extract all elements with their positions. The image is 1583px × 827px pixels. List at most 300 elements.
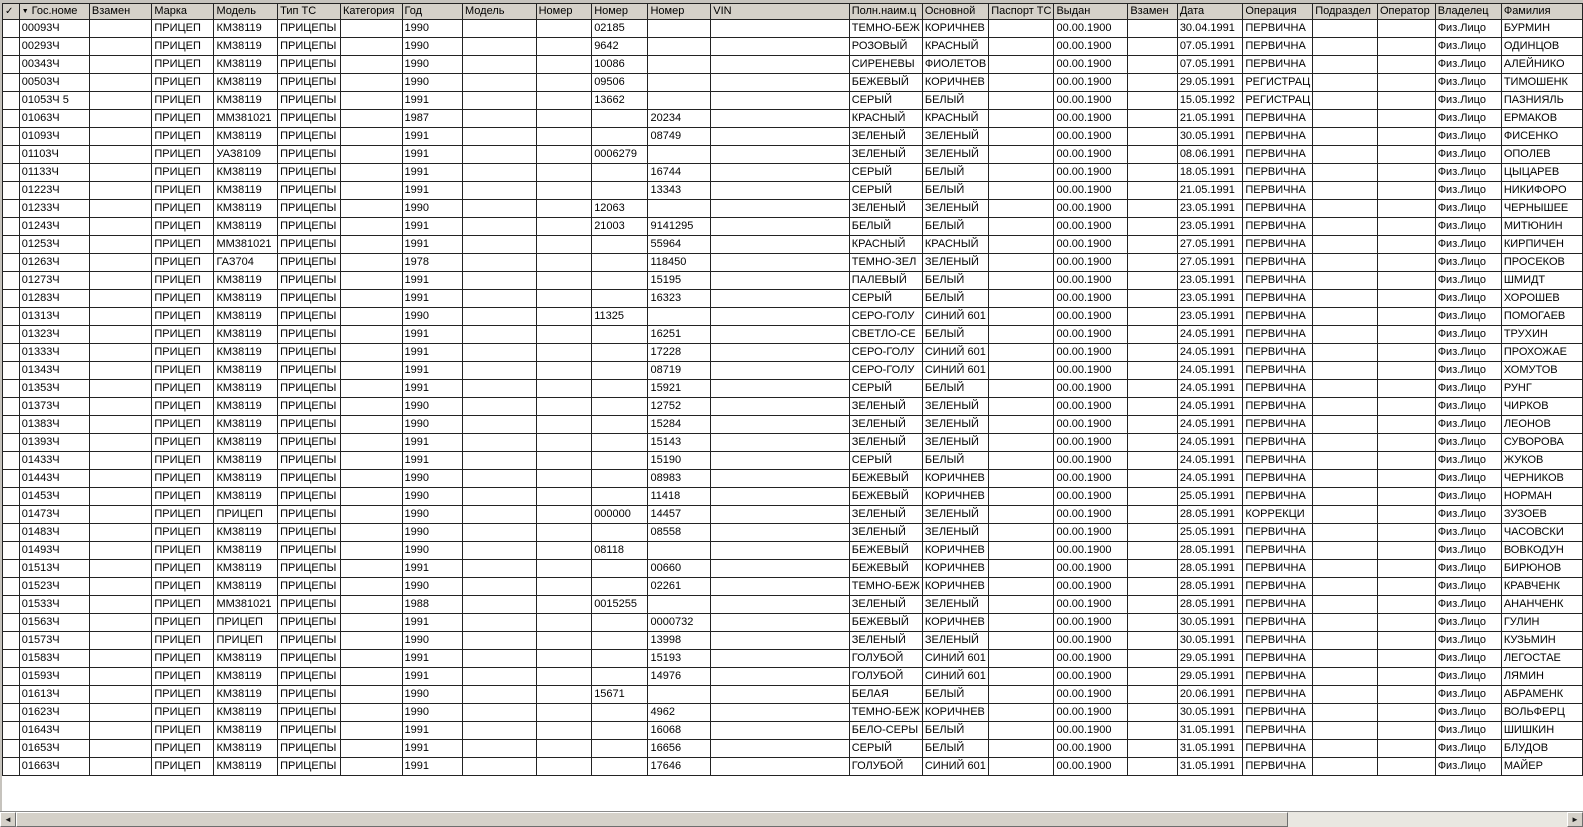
cell-nomer_shassi[interactable] (592, 632, 648, 650)
cell-tip_ts[interactable]: ПРИЦЕПЫ (278, 290, 341, 308)
cell-vzamen2[interactable] (1128, 290, 1177, 308)
cell-poln_naim_cveta[interactable]: БЕЖЕВЫЙ (849, 542, 922, 560)
cell-vzamen1[interactable] (89, 524, 151, 542)
cell-osnovnoy[interactable]: КОРИЧНЕВ (922, 704, 988, 722)
cell-vydan[interactable]: 00.00.1900 (1054, 272, 1128, 290)
cell-vzamen2[interactable] (1128, 758, 1177, 776)
cell-vydan[interactable]: 00.00.1900 (1054, 578, 1128, 596)
cell-podrazdelenie[interactable] (1313, 632, 1378, 650)
cell-tip_ts[interactable]: ПРИЦЕПЫ (278, 758, 341, 776)
cell-nomer_kuzova[interactable]: 15195 (648, 272, 711, 290)
cell-nomer_dvig[interactable] (536, 686, 592, 704)
cell-poln_naim_cveta[interactable]: БЕЛО-СЕРЫ (849, 722, 922, 740)
cell-vin[interactable] (711, 92, 849, 110)
cell-marka[interactable]: ПРИЦЕП (152, 326, 214, 344)
cell-model[interactable]: КМ38119 (214, 362, 278, 380)
cell-vzamen1[interactable] (89, 272, 151, 290)
cell-tip_ts[interactable]: ПРИЦЕПЫ (278, 452, 341, 470)
row-select-cell[interactable] (3, 524, 20, 542)
cell-kategoriya[interactable] (340, 56, 402, 74)
row-select-cell[interactable] (3, 542, 20, 560)
cell-nomer_kuzova[interactable] (648, 200, 711, 218)
cell-operaciya[interactable]: ПЕРВИЧНА (1243, 452, 1313, 470)
cell-god[interactable]: 1991 (402, 128, 462, 146)
cell-kategoriya[interactable] (340, 668, 402, 686)
cell-vin[interactable] (711, 722, 849, 740)
cell-podrazdelenie[interactable] (1313, 470, 1378, 488)
cell-nomer_kuzova[interactable]: 14976 (648, 668, 711, 686)
cell-operator[interactable] (1377, 146, 1435, 164)
cell-data[interactable]: 25.05.1991 (1177, 488, 1243, 506)
cell-podrazdelenie[interactable] (1313, 218, 1378, 236)
cell-vzamen2[interactable] (1128, 218, 1177, 236)
row-select-cell[interactable] (3, 614, 20, 632)
cell-operaciya[interactable]: ПЕРВИЧНА (1243, 308, 1313, 326)
cell-podrazdelenie[interactable] (1313, 542, 1378, 560)
cell-model[interactable]: КМ38119 (214, 182, 278, 200)
cell-osnovnoy[interactable]: ЗЕЛЕНЫЙ (922, 200, 988, 218)
cell-data[interactable]: 28.05.1991 (1177, 578, 1243, 596)
cell-poln_naim_cveta[interactable]: КРАСНЫЙ (849, 110, 922, 128)
cell-vin[interactable] (711, 200, 849, 218)
cell-gos_nomer[interactable]: 01353Ч (19, 380, 89, 398)
cell-marka[interactable]: ПРИЦЕП (152, 542, 214, 560)
cell-model_dvig[interactable] (462, 704, 536, 722)
cell-gos_nomer[interactable]: 01653Ч (19, 740, 89, 758)
cell-model_dvig[interactable] (462, 434, 536, 452)
cell-pasport_ts[interactable] (989, 722, 1054, 740)
row-select-cell[interactable] (3, 434, 20, 452)
cell-pasport_ts[interactable] (989, 704, 1054, 722)
cell-podrazdelenie[interactable] (1313, 344, 1378, 362)
cell-operaciya[interactable]: ПЕРВИЧНА (1243, 290, 1313, 308)
cell-kategoriya[interactable] (340, 560, 402, 578)
cell-model[interactable]: КМ38119 (214, 218, 278, 236)
cell-osnovnoy[interactable]: ЗЕЛЕНЫЙ (922, 128, 988, 146)
cell-vydan[interactable]: 00.00.1900 (1054, 362, 1128, 380)
cell-vydan[interactable]: 00.00.1900 (1054, 434, 1128, 452)
cell-model_dvig[interactable] (462, 452, 536, 470)
cell-nomer_shassi[interactable]: 15671 (592, 686, 648, 704)
column-header-data[interactable] (1177, 4, 1243, 20)
cell-data[interactable]: 21.05.1991 (1177, 182, 1243, 200)
cell-osnovnoy[interactable]: БЕЛЫЙ (922, 182, 988, 200)
cell-osnovnoy[interactable]: ЗЕЛЕНЫЙ (922, 632, 988, 650)
cell-kategoriya[interactable] (340, 308, 402, 326)
cell-vydan[interactable]: 00.00.1900 (1054, 182, 1128, 200)
cell-model_dvig[interactable] (462, 344, 536, 362)
cell-tip_ts[interactable]: ПРИЦЕПЫ (278, 38, 341, 56)
cell-operaciya[interactable]: ПЕРВИЧНА (1243, 614, 1313, 632)
cell-nomer_kuzova[interactable]: 15193 (648, 650, 711, 668)
cell-nomer_kuzova[interactable]: 15190 (648, 452, 711, 470)
cell-marka[interactable]: ПРИЦЕП (152, 578, 214, 596)
cell-nomer_kuzova[interactable]: 02261 (648, 578, 711, 596)
cell-vin[interactable] (711, 614, 849, 632)
cell-nomer_shassi[interactable]: 08118 (592, 542, 648, 560)
cell-operator[interactable] (1377, 110, 1435, 128)
cell-vin[interactable] (711, 542, 849, 560)
cell-nomer_kuzova[interactable] (648, 74, 711, 92)
cell-operaciya[interactable]: ПЕРВИЧНА (1243, 254, 1313, 272)
cell-god[interactable]: 1990 (402, 632, 462, 650)
cell-kategoriya[interactable] (340, 650, 402, 668)
cell-osnovnoy[interactable]: БЕЛЫЙ (922, 722, 988, 740)
cell-data[interactable]: 07.05.1991 (1177, 38, 1243, 56)
cell-kategoriya[interactable] (340, 362, 402, 380)
cell-nomer_kuzova[interactable]: 13998 (648, 632, 711, 650)
cell-pasport_ts[interactable] (989, 668, 1054, 686)
cell-gos_nomer[interactable]: 01433Ч (19, 452, 89, 470)
cell-god[interactable]: 1990 (402, 20, 462, 38)
cell-vydan[interactable]: 00.00.1900 (1054, 686, 1128, 704)
cell-operaciya[interactable]: ПЕРВИЧНА (1243, 362, 1313, 380)
cell-nomer_kuzova[interactable]: 9141295 (648, 218, 711, 236)
row-select-cell[interactable] (3, 632, 20, 650)
row-select-cell[interactable] (3, 110, 20, 128)
cell-osnovnoy[interactable]: БЕЛЫЙ (922, 92, 988, 110)
cell-operator[interactable] (1377, 758, 1435, 776)
cell-kategoriya[interactable] (340, 164, 402, 182)
cell-vin[interactable] (711, 74, 849, 92)
cell-operator[interactable] (1377, 650, 1435, 668)
cell-god[interactable]: 1991 (402, 362, 462, 380)
cell-marka[interactable]: ПРИЦЕП (152, 470, 214, 488)
cell-vin[interactable] (711, 218, 849, 236)
cell-vzamen2[interactable] (1128, 542, 1177, 560)
cell-vladelec[interactable]: Физ.Лицо (1435, 488, 1501, 506)
cell-poln_naim_cveta[interactable]: СЕРЫЙ (849, 290, 922, 308)
column-header-familiya[interactable] (1501, 4, 1582, 20)
cell-vin[interactable] (711, 668, 849, 686)
row-select-cell[interactable] (3, 398, 20, 416)
cell-vzamen2[interactable] (1128, 578, 1177, 596)
cell-vin[interactable] (711, 398, 849, 416)
cell-gos_nomer[interactable]: 01453Ч (19, 488, 89, 506)
cell-vzamen2[interactable] (1128, 632, 1177, 650)
cell-vzamen1[interactable] (89, 326, 151, 344)
cell-pasport_ts[interactable] (989, 290, 1054, 308)
cell-vydan[interactable]: 00.00.1900 (1054, 56, 1128, 74)
cell-nomer_shassi[interactable] (592, 362, 648, 380)
cell-nomer_dvig[interactable] (536, 20, 592, 38)
cell-model[interactable]: КМ38119 (214, 200, 278, 218)
cell-tip_ts[interactable]: ПРИЦЕПЫ (278, 740, 341, 758)
cell-data[interactable]: 23.05.1991 (1177, 200, 1243, 218)
cell-model_dvig[interactable] (462, 398, 536, 416)
cell-data[interactable]: 24.05.1991 (1177, 362, 1243, 380)
cell-nomer_dvig[interactable] (536, 704, 592, 722)
cell-model_dvig[interactable] (462, 326, 536, 344)
cell-operaciya[interactable]: ПЕРВИЧНА (1243, 740, 1313, 758)
cell-vydan[interactable]: 00.00.1900 (1054, 452, 1128, 470)
cell-poln_naim_cveta[interactable]: ГОЛУБОЙ (849, 758, 922, 776)
cell-god[interactable]: 1990 (402, 578, 462, 596)
cell-marka[interactable]: ПРИЦЕП (152, 164, 214, 182)
cell-osnovnoy[interactable]: БЕЛЫЙ (922, 326, 988, 344)
cell-operator[interactable] (1377, 218, 1435, 236)
cell-podrazdelenie[interactable] (1313, 290, 1378, 308)
cell-tip_ts[interactable]: ПРИЦЕПЫ (278, 650, 341, 668)
cell-osnovnoy[interactable]: ЗЕЛЕНЫЙ (922, 398, 988, 416)
cell-tip_ts[interactable]: ПРИЦЕПЫ (278, 200, 341, 218)
cell-gos_nomer[interactable]: 01583Ч (19, 650, 89, 668)
cell-operator[interactable] (1377, 74, 1435, 92)
cell-gos_nomer[interactable]: 00093Ч (19, 20, 89, 38)
cell-model_dvig[interactable] (462, 290, 536, 308)
cell-model[interactable]: ПРИЦЕП (214, 614, 278, 632)
cell-marka[interactable]: ПРИЦЕП (152, 686, 214, 704)
cell-vladelec[interactable]: Физ.Лицо (1435, 434, 1501, 452)
cell-model[interactable]: КМ38119 (214, 668, 278, 686)
cell-pasport_ts[interactable] (989, 182, 1054, 200)
cell-nomer_dvig[interactable] (536, 524, 592, 542)
cell-tip_ts[interactable]: ПРИЦЕПЫ (278, 308, 341, 326)
cell-god[interactable]: 1990 (402, 56, 462, 74)
cell-operator[interactable] (1377, 308, 1435, 326)
cell-poln_naim_cveta[interactable]: ЗЕЛЕНЫЙ (849, 506, 922, 524)
cell-familiya[interactable]: ОПОЛЕВ (1501, 146, 1582, 164)
cell-model[interactable]: ММ381021 (214, 236, 278, 254)
cell-god[interactable]: 1990 (402, 74, 462, 92)
cell-nomer_kuzova[interactable] (648, 308, 711, 326)
cell-kategoriya[interactable] (340, 632, 402, 650)
cell-god[interactable]: 1991 (402, 218, 462, 236)
cell-model_dvig[interactable] (462, 254, 536, 272)
cell-poln_naim_cveta[interactable]: РОЗОВЫЙ (849, 38, 922, 56)
cell-kategoriya[interactable] (340, 452, 402, 470)
cell-god[interactable]: 1990 (402, 416, 462, 434)
cell-osnovnoy[interactable]: КРАСНЫЙ (922, 236, 988, 254)
cell-data[interactable]: 24.05.1991 (1177, 416, 1243, 434)
cell-vzamen1[interactable] (89, 650, 151, 668)
cell-nomer_kuzova[interactable]: 0000732 (648, 614, 711, 632)
cell-vydan[interactable]: 00.00.1900 (1054, 218, 1128, 236)
cell-gos_nomer[interactable]: 01233Ч (19, 200, 89, 218)
scroll-right-button[interactable] (1567, 812, 1583, 827)
cell-vin[interactable] (711, 524, 849, 542)
cell-data[interactable]: 24.05.1991 (1177, 452, 1243, 470)
cell-model_dvig[interactable] (462, 236, 536, 254)
cell-vladelec[interactable]: Физ.Лицо (1435, 344, 1501, 362)
cell-tip_ts[interactable]: ПРИЦЕПЫ (278, 218, 341, 236)
cell-podrazdelenie[interactable] (1313, 326, 1378, 344)
cell-god[interactable]: 1991 (402, 344, 462, 362)
cell-vladelec[interactable]: Физ.Лицо (1435, 470, 1501, 488)
cell-vzamen1[interactable] (89, 236, 151, 254)
cell-nomer_shassi[interactable] (592, 290, 648, 308)
cell-kategoriya[interactable] (340, 146, 402, 164)
cell-vin[interactable] (711, 326, 849, 344)
cell-nomer_shassi[interactable] (592, 326, 648, 344)
cell-model_dvig[interactable] (462, 362, 536, 380)
cell-pasport_ts[interactable] (989, 488, 1054, 506)
cell-podrazdelenie[interactable] (1313, 596, 1378, 614)
row-select-cell[interactable] (3, 488, 20, 506)
cell-operator[interactable] (1377, 560, 1435, 578)
cell-vladelec[interactable]: Физ.Лицо (1435, 632, 1501, 650)
cell-podrazdelenie[interactable] (1313, 488, 1378, 506)
cell-poln_naim_cveta[interactable]: СЕРЫЙ (849, 380, 922, 398)
cell-operaciya[interactable]: ПЕРВИЧНА (1243, 182, 1313, 200)
row-select-cell[interactable] (3, 56, 20, 74)
cell-god[interactable]: 1990 (402, 506, 462, 524)
cell-operator[interactable] (1377, 488, 1435, 506)
cell-podrazdelenie[interactable] (1313, 164, 1378, 182)
cell-tip_ts[interactable]: ПРИЦЕПЫ (278, 20, 341, 38)
cell-osnovnoy[interactable]: ФИОЛЕТОВ (922, 56, 988, 74)
cell-nomer_shassi[interactable] (592, 398, 648, 416)
cell-osnovnoy[interactable]: КОРИЧНЕВ (922, 614, 988, 632)
cell-marka[interactable]: ПРИЦЕП (152, 56, 214, 74)
cell-data[interactable]: 24.05.1991 (1177, 344, 1243, 362)
cell-kategoriya[interactable] (340, 542, 402, 560)
cell-vin[interactable] (711, 434, 849, 452)
cell-marka[interactable]: ПРИЦЕП (152, 146, 214, 164)
cell-data[interactable]: 21.05.1991 (1177, 110, 1243, 128)
cell-vzamen2[interactable] (1128, 614, 1177, 632)
cell-gos_nomer[interactable]: 01093Ч (19, 128, 89, 146)
cell-vladelec[interactable]: Физ.Лицо (1435, 506, 1501, 524)
cell-vin[interactable] (711, 272, 849, 290)
cell-vydan[interactable]: 00.00.1900 (1054, 308, 1128, 326)
cell-marka[interactable]: ПРИЦЕП (152, 560, 214, 578)
row-select-cell[interactable] (3, 254, 20, 272)
cell-pasport_ts[interactable] (989, 92, 1054, 110)
cell-osnovnoy[interactable]: КОРИЧНЕВ (922, 542, 988, 560)
cell-familiya[interactable]: ВОЛЬФЕРЦ (1501, 704, 1582, 722)
cell-vydan[interactable]: 00.00.1900 (1054, 704, 1128, 722)
cell-vzamen2[interactable] (1128, 740, 1177, 758)
cell-vladelec[interactable]: Физ.Лицо (1435, 524, 1501, 542)
cell-vzamen1[interactable] (89, 668, 151, 686)
cell-podrazdelenie[interactable] (1313, 704, 1378, 722)
cell-nomer_shassi[interactable]: 12063 (592, 200, 648, 218)
cell-poln_naim_cveta[interactable]: СВЕТЛО-СЕ (849, 326, 922, 344)
cell-nomer_dvig[interactable] (536, 92, 592, 110)
cell-model_dvig[interactable] (462, 506, 536, 524)
cell-operator[interactable] (1377, 578, 1435, 596)
cell-familiya[interactable]: ТИМОШЕНК (1501, 74, 1582, 92)
cell-poln_naim_cveta[interactable]: ЗЕЛЕНЫЙ (849, 200, 922, 218)
cell-vydan[interactable]: 00.00.1900 (1054, 110, 1128, 128)
cell-nomer_shassi[interactable] (592, 110, 648, 128)
cell-vladelec[interactable]: Физ.Лицо (1435, 560, 1501, 578)
cell-operaciya[interactable]: ПЕРВИЧНА (1243, 650, 1313, 668)
cell-nomer_dvig[interactable] (536, 668, 592, 686)
cell-model[interactable]: КМ38119 (214, 686, 278, 704)
cell-gos_nomer[interactable]: 01533Ч (19, 596, 89, 614)
cell-nomer_dvig[interactable] (536, 542, 592, 560)
cell-pasport_ts[interactable] (989, 506, 1054, 524)
cell-marka[interactable]: ПРИЦЕП (152, 596, 214, 614)
cell-pasport_ts[interactable] (989, 560, 1054, 578)
cell-operator[interactable] (1377, 686, 1435, 704)
cell-gos_nomer[interactable]: 01443Ч (19, 470, 89, 488)
cell-gos_nomer[interactable]: 01313Ч (19, 308, 89, 326)
cell-operaciya[interactable]: ПЕРВИЧНА (1243, 632, 1313, 650)
cell-model[interactable]: КМ38119 (214, 74, 278, 92)
cell-nomer_shassi[interactable]: 0015255 (592, 596, 648, 614)
cell-god[interactable]: 1991 (402, 434, 462, 452)
cell-model[interactable]: КМ38119 (214, 164, 278, 182)
cell-operaciya[interactable]: ПЕРВИЧНА (1243, 326, 1313, 344)
cell-familiya[interactable]: ЛЕОНОВ (1501, 416, 1582, 434)
cell-god[interactable]: 1991 (402, 272, 462, 290)
cell-nomer_dvig[interactable] (536, 398, 592, 416)
cell-nomer_shassi[interactable] (592, 524, 648, 542)
cell-podrazdelenie[interactable] (1313, 74, 1378, 92)
cell-familiya[interactable]: ШИШКИН (1501, 722, 1582, 740)
row-select-cell[interactable] (3, 560, 20, 578)
column-header-vin[interactable] (711, 4, 849, 20)
cell-osnovnoy[interactable]: БЕЛЫЙ (922, 686, 988, 704)
cell-nomer_dvig[interactable] (536, 740, 592, 758)
cell-vydan[interactable]: 00.00.1900 (1054, 38, 1128, 56)
cell-pasport_ts[interactable] (989, 308, 1054, 326)
cell-podrazdelenie[interactable] (1313, 758, 1378, 776)
column-header-model_dvig[interactable] (462, 4, 536, 20)
cell-vzamen2[interactable] (1128, 434, 1177, 452)
cell-vzamen1[interactable] (89, 74, 151, 92)
cell-podrazdelenie[interactable] (1313, 362, 1378, 380)
cell-vydan[interactable]: 00.00.1900 (1054, 200, 1128, 218)
cell-data[interactable]: 31.05.1991 (1177, 722, 1243, 740)
cell-vladelec[interactable]: Физ.Лицо (1435, 614, 1501, 632)
cell-osnovnoy[interactable]: БЕЛЫЙ (922, 272, 988, 290)
cell-operaciya[interactable]: ПЕРВИЧНА (1243, 596, 1313, 614)
cell-vzamen1[interactable] (89, 560, 151, 578)
cell-data[interactable]: 28.05.1991 (1177, 506, 1243, 524)
cell-data[interactable]: 27.05.1991 (1177, 236, 1243, 254)
cell-model_dvig[interactable] (462, 74, 536, 92)
cell-nomer_kuzova[interactable] (648, 686, 711, 704)
column-header-operaciya[interactable] (1243, 4, 1313, 20)
cell-nomer_dvig[interactable] (536, 110, 592, 128)
cell-gos_nomer[interactable]: 01383Ч (19, 416, 89, 434)
cell-pasport_ts[interactable] (989, 236, 1054, 254)
cell-kategoriya[interactable] (340, 524, 402, 542)
cell-vydan[interactable]: 00.00.1900 (1054, 254, 1128, 272)
cell-nomer_dvig[interactable] (536, 38, 592, 56)
cell-god[interactable]: 1991 (402, 236, 462, 254)
cell-tip_ts[interactable]: ПРИЦЕПЫ (278, 704, 341, 722)
cell-kategoriya[interactable] (340, 416, 402, 434)
cell-tip_ts[interactable]: ПРИЦЕПЫ (278, 128, 341, 146)
cell-vydan[interactable]: 00.00.1900 (1054, 20, 1128, 38)
cell-operator[interactable] (1377, 452, 1435, 470)
cell-model_dvig[interactable] (462, 272, 536, 290)
row-select-cell[interactable] (3, 650, 20, 668)
cell-poln_naim_cveta[interactable]: ПАЛЕВЫЙ (849, 272, 922, 290)
cell-kategoriya[interactable] (340, 236, 402, 254)
cell-gos_nomer[interactable]: 01103Ч (19, 146, 89, 164)
cell-pasport_ts[interactable] (989, 164, 1054, 182)
cell-god[interactable]: 1978 (402, 254, 462, 272)
cell-data[interactable]: 28.05.1991 (1177, 542, 1243, 560)
cell-osnovnoy[interactable]: КОРИЧНЕВ (922, 578, 988, 596)
cell-model[interactable]: КМ38119 (214, 92, 278, 110)
cell-model_dvig[interactable] (462, 650, 536, 668)
cell-nomer_shassi[interactable] (592, 254, 648, 272)
row-select-cell[interactable] (3, 362, 20, 380)
cell-data[interactable]: 27.05.1991 (1177, 254, 1243, 272)
cell-model[interactable]: КМ38119 (214, 542, 278, 560)
cell-operaciya[interactable]: ПЕРВИЧНА (1243, 38, 1313, 56)
cell-god[interactable]: 1990 (402, 38, 462, 56)
cell-marka[interactable]: ПРИЦЕП (152, 380, 214, 398)
cell-nomer_kuzova[interactable]: 08719 (648, 362, 711, 380)
